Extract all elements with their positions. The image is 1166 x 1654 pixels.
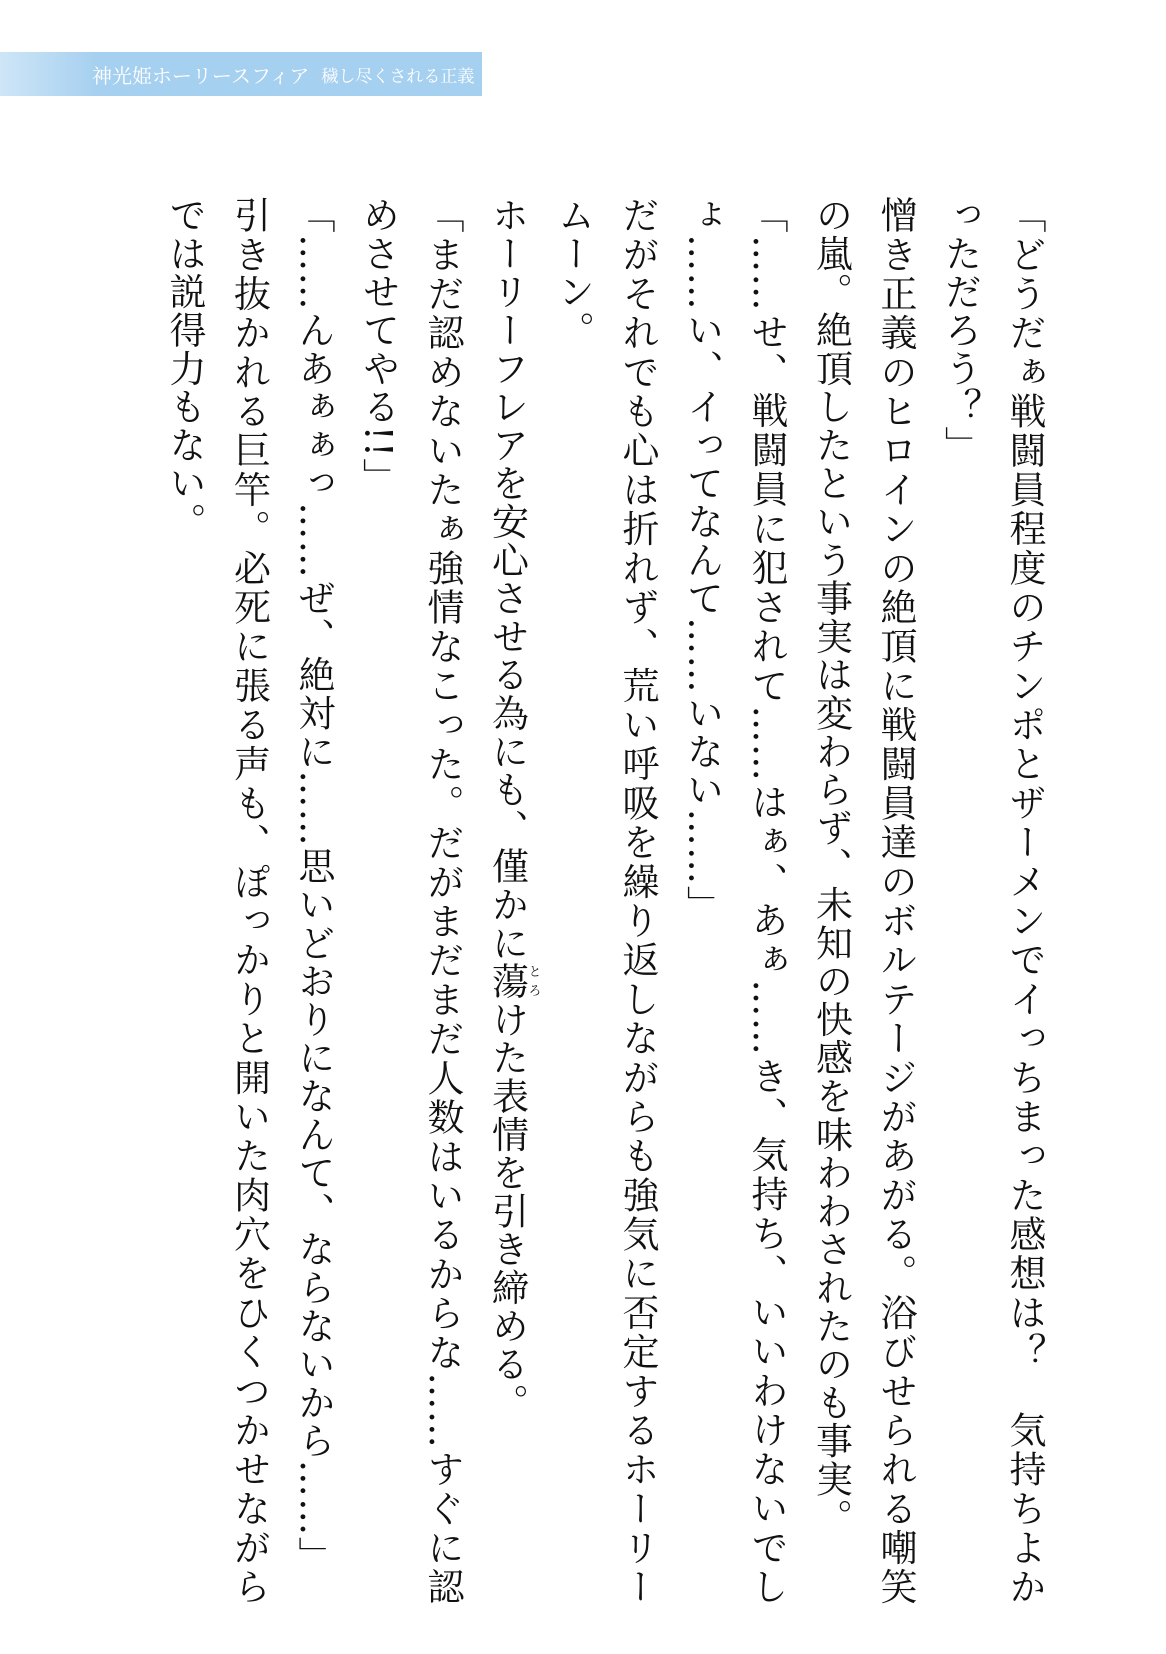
ruby-base: 蕩 [485, 962, 529, 1001]
paragraph-dialogue-1: 「どうだぁ戦闘員程度のチンポとザーメンでイっちまった感想は？ 気持ちよかっただろう？」 [938, 196, 1046, 1606]
paragraph-narration-3 [474, 196, 540, 1606]
narration-3-end: けた表情を引き締める。 [485, 1000, 529, 1422]
furigana-word [485, 962, 541, 1001]
narration-3-start: ホーリーフレアを安心させる為にも、僅かに [485, 196, 529, 962]
chapter-subtitle: 穢し尽くされる正義 [321, 66, 475, 87]
book-title: 神光姫ホーリースフィア [92, 63, 310, 88]
paragraph-dialogue-4: 「……んあぁぁっ……ぜ、絶対に……思いどおりになんて、ならないから……」 [292, 196, 335, 1575]
vertical-text-body [76, 196, 1056, 1606]
paragraph-narration-2: だがそれでも心は折れず、荒い呼吸を繰り返しながらも強気に否定するホーリームーン。 [551, 196, 659, 1606]
paragraph-narration-4: 引き抜かれる巨竿。必死に張る声も、ぽっかりと開いた肉穴をひくつかせながらでは説得力もない。 [163, 196, 271, 1606]
ruby-reading: とろ [525, 962, 541, 1001]
paragraph-narration-1: 憎き正義のヒロインの絶頂に戦闘員達のボルテージがあがる。浴びせられる嘲笑の嵐。絶頂したという事実は変わらず、未知の快感を味わわされたのも事実。 [809, 196, 917, 1606]
paragraph-dialogue-3: 「まだ認めないたぁ強情なこった。だがまだまだ人数はいるからな……すぐに認めさせてやる!!」 [356, 196, 464, 1606]
header-banner [0, 52, 482, 96]
paragraph-dialogue-2: 「……せ、戦闘員に犯されて……はぁ、あぁ……き、気持ち、いいわけないでしょ……い、イってなんて……いない……」 [680, 196, 788, 1606]
